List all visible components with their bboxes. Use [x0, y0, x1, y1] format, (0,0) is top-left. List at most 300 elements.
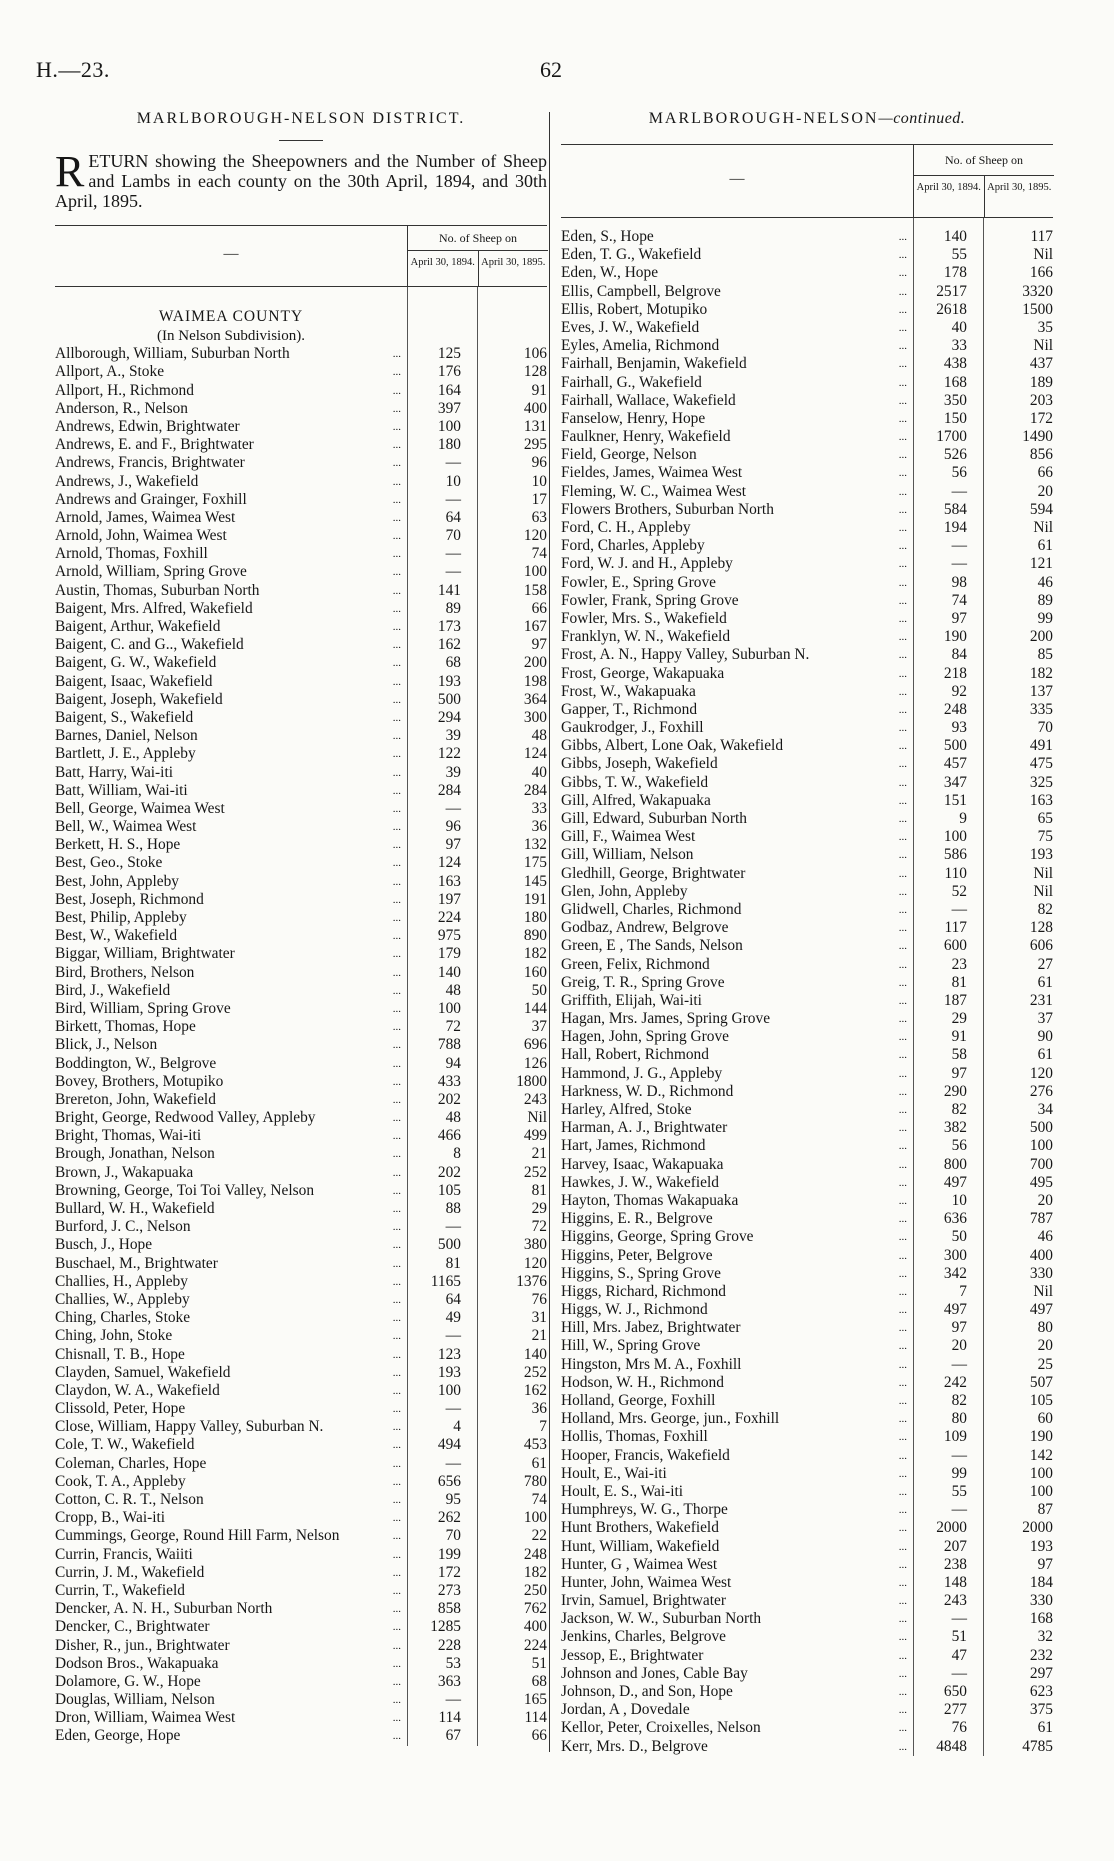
sheep-1895: 60 — [1037, 1410, 1053, 1428]
sheep-1895: 144 — [523, 999, 547, 1017]
table-row — [561, 246, 1053, 264]
leader-dots: ... — [898, 1413, 907, 1426]
sheep-1895: 105 — [1029, 1392, 1053, 1409]
sheep-1895: 140 — [523, 1345, 547, 1363]
sheep-1895: 856 — [1029, 446, 1053, 464]
sheep-1895: 46 — [1037, 573, 1053, 591]
leader-dots: ... — [392, 1730, 401, 1743]
table-row — [55, 1418, 547, 1436]
leader-dots: ... — [392, 1021, 401, 1034]
leader-dots: ... — [898, 1740, 907, 1753]
sheep-1894: 199 — [437, 1545, 461, 1563]
owner-name: ... Arnold, John, Waimea West — [55, 527, 407, 545]
leader-dots: ... — [898, 758, 907, 771]
owner-name: ... Glidwell, Charles, Richmond — [561, 901, 913, 919]
table-row — [55, 945, 547, 963]
leader-dots: ... — [392, 1366, 401, 1379]
table-row — [55, 1709, 547, 1727]
table-row — [55, 491, 547, 509]
leader-dots: ... — [392, 493, 401, 506]
table-row — [55, 1109, 547, 1127]
sheep-1895: 61 — [1037, 1046, 1053, 1064]
leader-dots: ... — [898, 1504, 907, 1517]
sheep-1894: 48 — [445, 981, 461, 999]
sheep-1895: 780 — [523, 1472, 547, 1490]
leader-dots: ... — [898, 1704, 907, 1717]
sheep-1894: 262 — [437, 1509, 461, 1527]
sheep-1894: 72 — [445, 1018, 461, 1036]
owner-name: ... Busch, J., Hope — [55, 1236, 407, 1254]
owner-name: ... Ford, C. H., Appleby — [561, 519, 913, 537]
continued-heading — [561, 108, 1053, 130]
left-header-span: No. of Sheep on — [408, 226, 548, 251]
leader-dots: ... — [898, 412, 907, 425]
owner-name: ... Dodson Bros., Wakapuaka — [55, 1655, 407, 1673]
leader-dots: ... — [392, 1184, 401, 1197]
table-row — [55, 1018, 547, 1036]
leader-dots: ... — [392, 1130, 401, 1143]
sheep-1894: — — [445, 490, 461, 508]
sheep-1895: 495 — [1029, 1173, 1053, 1191]
sheep-1894: — — [445, 799, 461, 817]
sheep-1894: 788 — [437, 1036, 461, 1054]
owner-name: ... Gill, Edward, Suburban North — [561, 810, 913, 828]
leader-dots: ... — [392, 930, 401, 943]
sheep-1895: 437 — [1029, 355, 1053, 373]
leader-dots: ... — [392, 475, 401, 488]
table-row — [561, 1738, 1053, 1756]
sheep-1895: 96 — [531, 454, 547, 472]
owner-name: ... Boddington, W., Belgrove — [55, 1055, 407, 1073]
sheep-1894: 94 — [445, 1054, 461, 1072]
sheep-1894: 47 — [951, 1646, 967, 1664]
sheep-1895: 100 — [523, 1509, 547, 1527]
table-row — [55, 1036, 547, 1054]
table-row — [55, 1291, 547, 1309]
leader-dots: ... — [898, 1067, 907, 1080]
leader-dots: ... — [898, 1613, 907, 1626]
sheep-1894: 2000 — [936, 1519, 967, 1537]
sheep-1895: 167 — [523, 618, 547, 635]
sheep-1895: 20 — [1037, 1191, 1053, 1209]
table-row — [55, 1382, 547, 1400]
owner-name: ... Hart, James, Richmond — [561, 1137, 913, 1155]
sheep-1894: 9 — [959, 810, 967, 827]
owner-name: ... Hodson, W. H., Richmond — [561, 1374, 913, 1392]
table-row — [561, 1137, 1053, 1155]
sheep-1895: 243 — [523, 1090, 547, 1108]
leader-dots: ... — [392, 1712, 401, 1725]
table-row — [561, 574, 1053, 592]
leader-dots: ... — [392, 439, 401, 452]
leader-dots: ... — [898, 1649, 907, 1662]
sheep-1895: 1500 — [1022, 300, 1053, 318]
owner-name: ... Jackson, W. W., Suburban North — [561, 1610, 913, 1628]
sheep-1895: 172 — [1029, 409, 1053, 427]
sheep-1895: 500 — [1029, 1119, 1053, 1137]
leader-dots: ... — [898, 285, 907, 298]
owner-name: ... Humphreys, W. G., Thorpe — [561, 1501, 913, 1519]
sheep-1895: Nil — [1033, 864, 1053, 882]
leader-dots: ... — [392, 875, 401, 888]
sheep-1894: 202 — [437, 1163, 461, 1181]
sheep-1894: 636 — [943, 1210, 967, 1228]
sheep-1894: 10 — [951, 1191, 967, 1209]
sheep-1895: 100 — [1029, 1482, 1053, 1500]
leader-dots: ... — [898, 1467, 907, 1480]
table-row — [561, 355, 1053, 373]
sheep-1894: 650 — [943, 1683, 967, 1700]
owner-name: ... Currin, T., Wakefield — [55, 1582, 407, 1600]
table-row — [55, 1546, 547, 1564]
sheep-1894: 33 — [951, 337, 967, 355]
leader-dots: ... — [898, 1631, 907, 1644]
sheep-1895: 50 — [531, 981, 547, 999]
table-row — [55, 727, 547, 745]
sheep-1895: 21 — [531, 1145, 547, 1163]
sheep-1894: 55 — [951, 1482, 967, 1500]
sheep-1894: 64 — [445, 1290, 461, 1308]
sheep-1895: 190 — [1029, 1428, 1053, 1446]
leader-dots: ... — [898, 1540, 907, 1553]
sheep-1895: 120 — [1029, 1064, 1053, 1082]
owner-name: ... Eden, W., Hope — [561, 264, 913, 282]
owner-name: ... Andrews, E. and F., Brightwater — [55, 436, 407, 454]
sheep-1894: 49 — [445, 1309, 461, 1327]
sheep-1894: 151 — [943, 791, 967, 809]
sheep-1894: 193 — [437, 672, 461, 690]
table-row — [55, 545, 547, 563]
sheep-1895: 193 — [1029, 846, 1053, 864]
leader-dots: ... — [392, 1057, 401, 1070]
return-dropcap: R — [55, 147, 85, 196]
table-row — [55, 982, 547, 1000]
sheep-1895: 72 — [531, 1218, 547, 1236]
sheep-1894: — — [445, 454, 461, 472]
leader-dots: ... — [392, 1457, 401, 1470]
owner-name: ... Currin, Francis, Waiiti — [55, 1546, 407, 1564]
leader-dots: ... — [392, 420, 401, 433]
sheep-1894: 526 — [943, 446, 967, 464]
owner-name: ... Cook, T. A., Appleby — [55, 1473, 407, 1491]
sheep-1895: 66 — [531, 599, 547, 617]
table-row — [55, 964, 547, 982]
sheep-1895: 160 — [523, 963, 547, 981]
sheep-1894: — — [951, 1610, 967, 1628]
sheep-1894: 89 — [445, 599, 461, 617]
owner-name: ... Coleman, Charles, Hope — [55, 1455, 407, 1473]
table-row — [561, 410, 1053, 428]
left-header-1895: April 30, 1895. — [481, 257, 546, 268]
owner-name: ... Harvey, Isaac, Wakapuaka — [561, 1156, 913, 1174]
sheep-1894: — — [445, 1454, 461, 1472]
owner-name: ... Eden, T. G., Wakefield — [561, 246, 913, 264]
sheep-1894: 110 — [944, 864, 967, 882]
sheep-1895: 131 — [523, 417, 547, 435]
owner-name: ... Dolamore, G. W., Hope — [55, 1673, 407, 1691]
leader-dots: ... — [392, 893, 401, 906]
leader-dots: ... — [392, 1621, 401, 1634]
table-row — [55, 1491, 547, 1509]
table-row — [561, 828, 1053, 846]
owner-name: ... Kerr, Mrs. D., Belgrove — [561, 1738, 913, 1756]
table-row — [55, 1637, 547, 1655]
sheep-1895: 99 — [1037, 609, 1053, 627]
owner-name: ... Disher, R., jun., Brightwater — [55, 1637, 407, 1655]
leader-dots: ... — [392, 1312, 401, 1325]
sheep-1895: 297 — [1029, 1664, 1053, 1682]
leader-dots: ... — [392, 1330, 401, 1343]
leader-dots: ... — [898, 1085, 907, 1098]
sheep-1894: 81 — [445, 1254, 461, 1272]
sheep-1894: 466 — [437, 1127, 461, 1145]
table-row — [561, 792, 1053, 810]
leader-dots: ... — [898, 1013, 907, 1026]
sheep-1895: 250 — [523, 1581, 547, 1599]
sheep-1895: 37 — [1037, 1010, 1053, 1028]
sheep-1895: 284 — [523, 781, 547, 799]
table-row — [561, 646, 1053, 664]
table-row — [561, 665, 1053, 683]
table-row — [561, 737, 1053, 755]
table-row — [55, 1091, 547, 1109]
owner-name: ... Baigent, G. W., Wakefield — [55, 654, 407, 672]
return-text: ETURN showing the Sheepowners and the Number of Sheep and Lambs in each county on the 30th April, 1894, and 30th April, 1895. — [55, 151, 547, 211]
sheep-1895: 182 — [523, 945, 547, 963]
leader-dots: ... — [898, 994, 907, 1007]
table-row — [561, 1665, 1053, 1683]
table-row — [55, 1364, 547, 1382]
sheep-1895: 48 — [531, 727, 547, 745]
table-row — [55, 1327, 547, 1345]
table-row — [561, 774, 1053, 792]
sheep-1894: 347 — [943, 773, 967, 791]
table-row — [561, 919, 1053, 937]
leader-dots: ... — [392, 621, 401, 633]
table-row — [561, 1301, 1053, 1319]
leader-dots: ... — [898, 1322, 907, 1335]
sheep-1894: 68 — [445, 654, 461, 672]
owner-name: ... Flowers Brothers, Suburban North — [561, 501, 913, 519]
owner-name: ... Bird, Brothers, Nelson — [55, 964, 407, 982]
owner-name: ... Cotton, C. R. T., Nelson — [55, 1491, 407, 1509]
sheep-1894: — — [445, 1691, 461, 1709]
sheep-1894: 150 — [943, 409, 967, 427]
table-row — [55, 345, 547, 363]
owner-name: ... Harman, A. J., Brightwater — [561, 1119, 913, 1137]
sheep-1894: 176 — [437, 363, 461, 381]
owner-name: ... Higgs, W. J., Richmond — [561, 1301, 913, 1319]
leader-dots: ... — [898, 1213, 907, 1226]
sheep-1895: 252 — [523, 1363, 547, 1381]
sheep-1895: 74 — [531, 1491, 547, 1508]
sheep-1895: Nil — [1033, 337, 1053, 355]
sheep-1895: 231 — [1029, 991, 1053, 1009]
sheep-1895: 1376 — [516, 1272, 547, 1290]
sheep-1894: 600 — [943, 937, 967, 955]
table-row — [55, 418, 547, 436]
sheep-1894: 164 — [437, 381, 461, 399]
owner-name: ... Best, Joseph, Richmond — [55, 891, 407, 909]
sheep-1894: 180 — [437, 436, 461, 454]
leader-dots: ... — [898, 449, 907, 462]
sheep-1894: 117 — [944, 919, 967, 937]
sheep-1895: 91 — [531, 381, 547, 399]
sheep-1894: 100 — [437, 999, 461, 1017]
owner-name: ... Holland, George, Foxhill — [561, 1392, 913, 1410]
owner-name: ... Brereton, John, Wakefield — [55, 1091, 407, 1109]
leader-dots: ... — [392, 1694, 401, 1707]
owner-name: ... Ford, W. J. and H., Appleby — [561, 555, 913, 573]
sheep-1894: 56 — [951, 464, 967, 482]
sheep-1894: 1165 — [430, 1272, 461, 1290]
owner-name: ... Bell, George, Waimea West — [55, 800, 407, 818]
owner-name: ... Hunter, John, Waimea West — [561, 1574, 913, 1592]
sheep-1894: 67 — [445, 1727, 461, 1745]
leader-dots: ... — [392, 1093, 401, 1106]
sheep-1895: 142 — [1029, 1446, 1053, 1464]
table-row — [561, 628, 1053, 646]
owner-name: ... Fowler, E., Spring Grove — [561, 574, 913, 592]
table-row — [561, 1592, 1053, 1610]
leader-dots: ... — [392, 366, 401, 379]
sheep-1894: — — [445, 545, 461, 563]
table-row — [561, 1392, 1053, 1410]
owner-name: ... Hawkes, J. W., Wakefield — [561, 1174, 913, 1192]
sheep-1895: 375 — [1029, 1701, 1053, 1719]
owner-name: ... Gill, Alfred, Wakapuaka — [561, 792, 913, 810]
leader-dots: ... — [898, 1522, 907, 1535]
sheep-1895: 325 — [1029, 773, 1053, 791]
sheep-1894: 80 — [951, 1410, 967, 1428]
owner-name: ... Higgins, E. R., Belgrove — [561, 1210, 913, 1228]
table-row — [55, 1673, 547, 1691]
leader-dots: ... — [898, 358, 907, 371]
table-row — [55, 1455, 547, 1473]
table-row — [561, 1174, 1053, 1192]
sheep-1895: 364 — [523, 690, 547, 708]
owner-name: ... Kellor, Peter, Croixelles, Nelson — [561, 1719, 913, 1737]
sheep-1895: 100 — [1029, 1464, 1053, 1482]
sheep-1894: 84 — [951, 646, 967, 664]
sheep-1894: 975 — [437, 927, 461, 945]
leader-dots: ... — [898, 594, 907, 607]
owner-name: ... Best, Geo., Stoke — [55, 854, 407, 872]
table-row — [55, 1727, 547, 1745]
right-header-dash: — — [729, 171, 745, 187]
sheep-1895: 51 — [531, 1654, 547, 1672]
owner-name: ... Griffith, Elijah, Wai-iti — [561, 992, 913, 1010]
sheep-1894: 273 — [437, 1581, 461, 1599]
table-row — [55, 1527, 547, 1545]
owner-name: ... Berkett, H. S., Hope — [55, 836, 407, 854]
sheep-1895: 700 — [1029, 1155, 1053, 1173]
sheep-1895: 31 — [531, 1309, 547, 1327]
owner-name: ... Fowler, Frank, Spring Grove — [561, 592, 913, 610]
owner-name: ... Fairhall, Wallace, Wakefield — [561, 392, 913, 410]
sheep-1895: 166 — [1029, 264, 1053, 282]
sheep-1894: 95 — [445, 1491, 461, 1508]
owner-name: ... Baigent, Isaac, Wakefield — [55, 673, 407, 691]
leader-dots: ... — [898, 685, 907, 698]
owner-name: ... Clissold, Peter, Hope — [55, 1400, 407, 1418]
leader-dots: ... — [392, 1075, 401, 1088]
sheep-1895: 80 — [1037, 1319, 1053, 1337]
owner-name: ... Douglas, William, Nelson — [55, 1691, 407, 1709]
leader-dots: ... — [392, 802, 401, 815]
sheep-1894: 168 — [943, 373, 967, 391]
sheep-1895: 193 — [1029, 1537, 1053, 1555]
sheep-1894: 98 — [951, 573, 967, 591]
leader-dots: ... — [898, 231, 907, 243]
table-row — [55, 1218, 547, 1236]
sheep-1895: 32 — [1037, 1628, 1053, 1646]
sheep-1894: — — [951, 482, 967, 500]
sheep-1895: 200 — [1029, 628, 1053, 646]
owner-name: ... Hollis, Thomas, Foxhill — [561, 1428, 913, 1446]
owner-name: ... Austin, Thomas, Suburban North — [55, 582, 407, 600]
owner-name: ... Greig, T. R., Spring Grove — [561, 974, 913, 992]
leader-dots: ... — [898, 1340, 907, 1353]
table-row — [561, 1010, 1053, 1028]
owner-name: ... Green, Felix, Richmond — [561, 956, 913, 974]
table-row — [561, 901, 1053, 919]
owner-name: ... Ching, John, Stoke — [55, 1327, 407, 1345]
owner-name: ... Eyles, Amelia, Richmond — [561, 337, 913, 355]
leader-dots: ... — [898, 1358, 907, 1371]
leader-dots: ... — [392, 1002, 401, 1015]
table-row — [561, 337, 1053, 355]
sheep-1894: 99 — [951, 1464, 967, 1482]
owner-name: ... Dron, William, Waimea West — [55, 1709, 407, 1727]
leader-dots: ... — [898, 576, 907, 589]
owner-name: ... Birkett, Thomas, Hope — [55, 1018, 407, 1036]
sheep-1894: 224 — [437, 909, 461, 926]
sheep-1894: 123 — [437, 1345, 461, 1363]
sheep-1895: 4785 — [1022, 1737, 1053, 1755]
table-row — [55, 363, 547, 381]
sheep-1895: 248 — [523, 1545, 547, 1563]
sheep-1895: 497 — [1029, 1301, 1053, 1319]
leader-dots: ... — [392, 966, 401, 979]
owner-name: ... Arnold, James, Waimea West — [55, 509, 407, 527]
table-row — [561, 374, 1053, 392]
leader-dots: ... — [898, 1267, 907, 1280]
leader-dots: ... — [898, 1667, 907, 1680]
leader-dots: ... — [392, 530, 401, 543]
sheep-1895: Nil — [1033, 246, 1053, 264]
sheep-1895: 696 — [523, 1036, 547, 1054]
leader-dots: ... — [898, 1304, 907, 1317]
sheep-1895: 61 — [1037, 1719, 1053, 1737]
sheep-1894: 70 — [445, 1527, 461, 1545]
owner-name: ... Ellis, Campbell, Belgrove — [561, 283, 913, 301]
sheep-1895: Nil — [1033, 882, 1053, 900]
sheep-1894: 58 — [951, 1046, 967, 1064]
owner-name: ... Ching, Charles, Stoke — [55, 1309, 407, 1327]
sheep-1894: — — [445, 1327, 461, 1345]
owner-name: ... Burford, J. C., Nelson — [55, 1218, 407, 1236]
sheep-1895: 114 — [524, 1709, 547, 1727]
sheep-1894: — — [951, 1501, 967, 1519]
sheep-1895: 121 — [1029, 555, 1053, 573]
leader-dots: ... — [898, 431, 907, 444]
owner-name: ... Bartlett, J. E., Appleby — [55, 745, 407, 763]
owner-name: ... Frost, George, Wakapuaka — [561, 665, 913, 683]
leader-dots: ... — [392, 766, 401, 779]
table-row — [561, 483, 1053, 501]
sheep-1894: 284 — [437, 781, 461, 799]
